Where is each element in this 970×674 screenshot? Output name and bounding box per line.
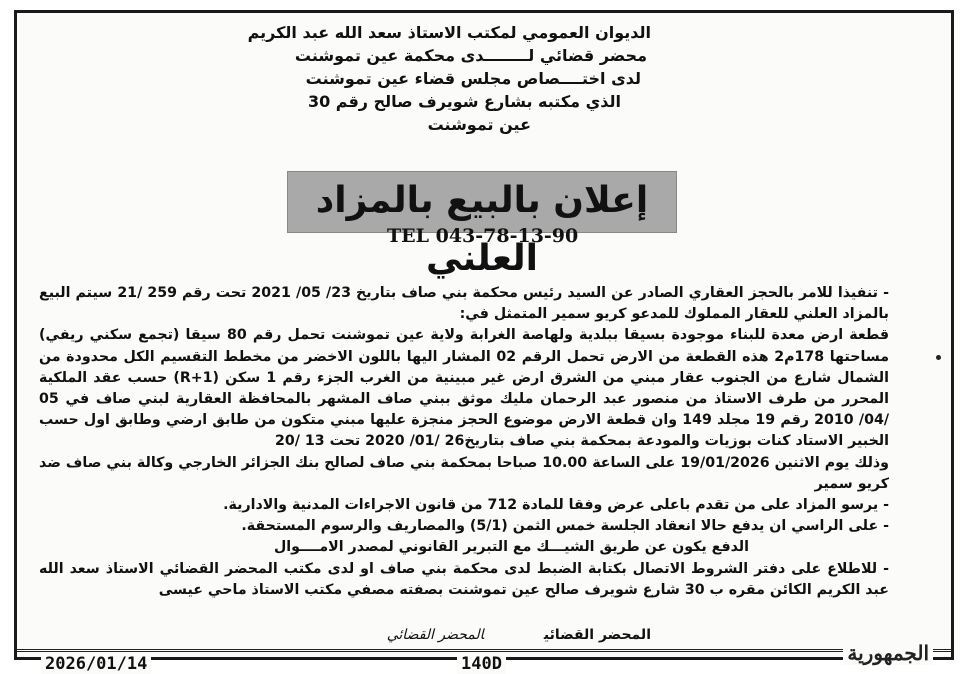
signature-block — [327, 627, 651, 643]
signature-handwritten: المحضر القضائي — [386, 627, 484, 643]
telephone-number: TEL 043-78-13-90 — [387, 225, 579, 247]
header-line-city: عين تموشنت — [427, 115, 531, 134]
header-line-address: الذي مكتبه بشارع شويرف صالح رقم 30 — [307, 92, 621, 111]
newspaper-logo: الجمهورية — [843, 641, 933, 665]
paragraph-payment-fifth: - على الراسي ان يدفع حالا انعقاد الجلسة خمس الثمن (5/1) والمصاريف والرسوم المستحقة. — [241, 518, 889, 535]
announcement-page — [14, 10, 954, 674]
ad-code: 140D — [457, 654, 506, 674]
paragraph-property: قطعة ارض معدة للبناء موجودة بسيقا ببلدية ولهاصة الغرابة ولاية عين تموشنت تحمل رقم 80 سيقا (تجمع سكني ريفي) مساحتها 178م2 هذه القطعة من الارض تحمل الرقم 02 المشار اليها باللون الاخضر من مخطط التقسيم الكل محدودة من الشمال شارع من الجنوب عقار مبني من الشرق ارض غير مبينية من الغرب الجزء رقم 1 سكن (R+1) حسب عقد الملكية المحرر من طرف الاستاذ من منصور عبد الرحمان مليك موثق ببني صاف المشهر بالمحافظة العقارية لبني صاف في 05 /04/ 2010 رقم 19 مجلد 149 وان قطعة الارض موضوع الحجز منجزة عليها مبني متكون من طابق ارضي وطابق اول حسب الخبير الاستاد كنات بوزيات والمودعة بمحكمة بني صاف بتاريخ26 /01/ 2020 تحت 13 /20 — [39, 327, 890, 450]
office-header — [231, 21, 651, 136]
announcement-body — [39, 283, 929, 601]
signature-label: المحضر القضائي — [543, 627, 651, 643]
header-line-office: الديوان العمومي لمكتب الاستاذ سعد الله عبد الكريم — [247, 23, 651, 42]
paragraph-contact: - للاطلاع على دفتر الشروط الاتصال بكتابة الضبط لدى محكمة بني صاف او لدى مكتب المحضر القضائي الاستاذ سعد الله عبد الكريم الكائن مقره ب 30 شارع شويرف صالح عين تموشنت بصفته مصفي مكتب الاستاذ ماحي عيسى — [39, 560, 889, 598]
paragraph-payment-method: الدفع يكون عن طريق الشيـــك مع التبرير القانوني لمصدر الامــــوال — [273, 539, 749, 556]
header-line-jurisdiction: لدى اختــــصاص مجلس قضاء عين تموشنت — [305, 69, 641, 88]
footer-divider — [17, 649, 951, 652]
paragraph-order: - تنفيذا للامر بالحجز العقاري الصادر عن السيد رئيس محكمة بني صاف بتاريخ 23/ 05/ 2021 تحت رقم 259 /21 سيتم البيع بالمزاد العلني للعقار المملوك للمدعو كريو سمير المتمثل في: — [39, 285, 889, 323]
header-line-bailiff: محضر قضائي لــــــــدى محكمة عين تموشنت — [294, 46, 647, 65]
paragraph-sale-date: وذلك يوم الاثنين 19/01/2026 على الساعة 10.00 صباحا بمحكمة بني صاف لصالح بنك الجزائر الخارجي وكالة بني صاف ضد كريو سمير — [39, 454, 889, 492]
publication-date: 2026/01/14 — [41, 654, 151, 674]
margin-mark — [936, 355, 941, 360]
paragraph-highest-bid: - يرسو المزاد على من تقدم باعلى عرض وفقا للمادة 712 من قانون الاجراءات المدنية والادارية. — [223, 497, 889, 514]
auction-title: إعلان بالبيع بالمزاد العلني — [287, 171, 677, 233]
